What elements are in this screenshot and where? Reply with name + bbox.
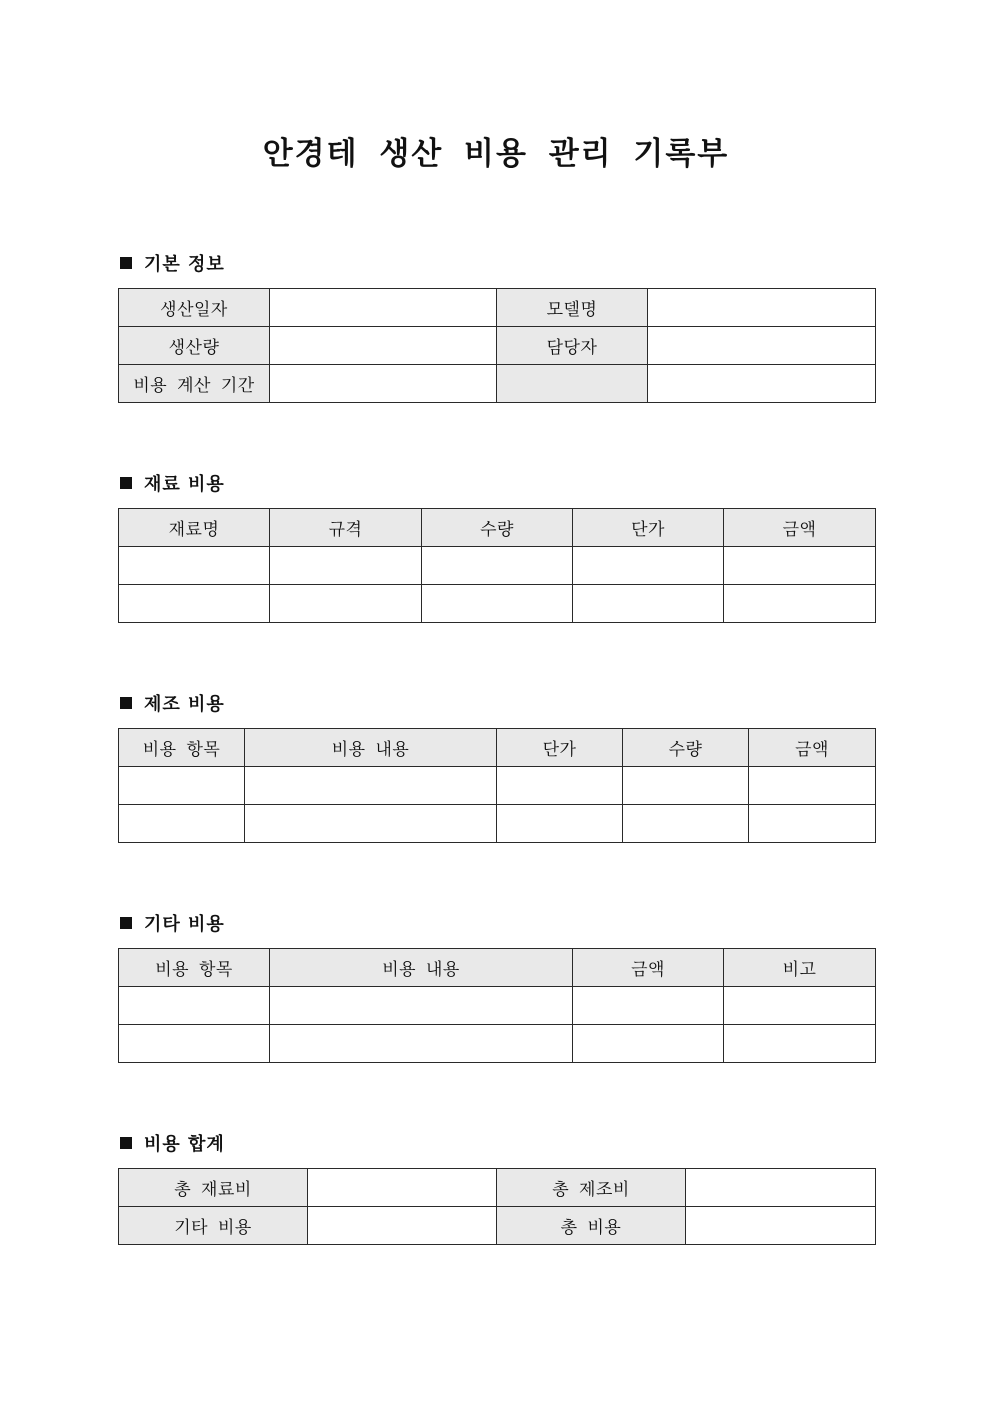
- table-cell[interactable]: [573, 547, 724, 585]
- table-row: [119, 1169, 876, 1207]
- grand-total-cost-field[interactable]: [686, 1207, 876, 1245]
- production-quantity-field[interactable]: [270, 327, 497, 365]
- model-name-label: 모델명: [497, 289, 648, 327]
- table-cell[interactable]: [119, 585, 270, 623]
- table-cell[interactable]: [422, 585, 573, 623]
- table-row: [119, 987, 876, 1025]
- table-cell[interactable]: [270, 547, 422, 585]
- table-row: [119, 1025, 876, 1063]
- black-square-icon: [120, 257, 132, 269]
- table-cell[interactable]: [270, 1025, 573, 1063]
- column-header: 비용 항목: [119, 729, 245, 767]
- column-header: 비용 내용: [270, 949, 573, 987]
- table-header-row: [119, 509, 876, 547]
- cost-total-section: [118, 1130, 875, 1245]
- table-row: [119, 767, 876, 805]
- manager-label: 담당자: [497, 327, 648, 365]
- table-cell[interactable]: [245, 805, 497, 843]
- other-cost-heading-text: 기타 비용: [144, 914, 225, 935]
- table-cell[interactable]: [119, 987, 270, 1025]
- column-header: 단가: [573, 509, 724, 547]
- table-row: [119, 547, 876, 585]
- table-cell[interactable]: [119, 547, 270, 585]
- basic-info-table: [118, 288, 876, 403]
- table-cell[interactable]: [573, 1025, 724, 1063]
- cost-total-table: [118, 1168, 876, 1245]
- table-cell[interactable]: [497, 767, 623, 805]
- table-row: [119, 1207, 876, 1245]
- table-header-row: [119, 949, 876, 987]
- table-cell[interactable]: [497, 805, 623, 843]
- column-header: 수량: [623, 729, 749, 767]
- production-quantity-label: 생산량: [119, 327, 270, 365]
- table-cell[interactable]: [724, 987, 876, 1025]
- other-cost-total-label: 기타 비용: [119, 1207, 308, 1245]
- material-cost-heading-text: 재료 비용: [144, 474, 225, 495]
- table-row: [119, 805, 876, 843]
- table-row: [119, 289, 876, 327]
- empty-label-cell: [497, 365, 648, 403]
- column-header: 규격: [270, 509, 422, 547]
- grand-total-cost-label: 총 비용: [497, 1207, 686, 1245]
- table-cell[interactable]: [119, 805, 245, 843]
- cost-period-label: 비용 계산 기간: [119, 365, 270, 403]
- table-cell[interactable]: [623, 767, 749, 805]
- basic-info-section: [118, 250, 875, 403]
- cost-total-heading-text: 비용 합계: [144, 1134, 225, 1155]
- column-header: 비용 항목: [119, 949, 270, 987]
- table-cell[interactable]: [724, 585, 876, 623]
- basic-info-heading: [120, 250, 875, 276]
- table-cell[interactable]: [749, 767, 876, 805]
- column-header: 금액: [749, 729, 876, 767]
- table-cell[interactable]: [623, 805, 749, 843]
- manufacturing-cost-heading: [120, 690, 875, 716]
- table-cell[interactable]: [422, 547, 573, 585]
- table-cell[interactable]: [270, 987, 573, 1025]
- column-header: 금액: [573, 949, 724, 987]
- table-row: [119, 365, 876, 403]
- manufacturing-cost-table: [118, 728, 876, 843]
- material-cost-section: [118, 470, 875, 623]
- other-cost-section: [118, 910, 875, 1063]
- total-manufacturing-cost-label: 총 제조비: [497, 1169, 686, 1207]
- table-cell[interactable]: [573, 585, 724, 623]
- black-square-icon: [120, 917, 132, 929]
- table-row: [119, 585, 876, 623]
- column-header: 단가: [497, 729, 623, 767]
- black-square-icon: [120, 1137, 132, 1149]
- other-cost-table: [118, 948, 876, 1063]
- table-cell[interactable]: [573, 987, 724, 1025]
- document-title: 안경테 생산 비용 관리 기록부: [262, 136, 730, 172]
- table-cell[interactable]: [724, 1025, 876, 1063]
- column-header: 금액: [724, 509, 876, 547]
- table-cell[interactable]: [119, 1025, 270, 1063]
- model-name-field[interactable]: [648, 289, 876, 327]
- table-cell[interactable]: [749, 805, 876, 843]
- other-cost-total-field[interactable]: [308, 1207, 497, 1245]
- table-cell[interactable]: [270, 585, 422, 623]
- table-header-row: [119, 729, 876, 767]
- total-manufacturing-cost-field[interactable]: [686, 1169, 876, 1207]
- black-square-icon: [120, 477, 132, 489]
- total-material-cost-field[interactable]: [308, 1169, 497, 1207]
- production-date-label: 생산일자: [119, 289, 270, 327]
- table-cell[interactable]: [119, 767, 245, 805]
- table-cell[interactable]: [724, 547, 876, 585]
- table-row: [119, 327, 876, 365]
- column-header: 수량: [422, 509, 573, 547]
- production-date-field[interactable]: [270, 289, 497, 327]
- manufacturing-cost-section: [118, 690, 875, 843]
- cost-period-field[interactable]: [270, 365, 497, 403]
- manufacturing-cost-heading-text: 제조 비용: [144, 694, 225, 715]
- column-header: 비고: [724, 949, 876, 987]
- other-cost-heading: [120, 910, 875, 936]
- material-cost-table: [118, 508, 876, 623]
- column-header: 비용 내용: [245, 729, 497, 767]
- total-material-cost-label: 총 재료비: [119, 1169, 308, 1207]
- table-cell[interactable]: [245, 767, 497, 805]
- manager-field[interactable]: [648, 327, 876, 365]
- cost-total-heading: [120, 1130, 875, 1156]
- material-cost-heading: [120, 470, 875, 496]
- column-header: 재료명: [119, 509, 270, 547]
- black-square-icon: [120, 697, 132, 709]
- empty-value-field[interactable]: [648, 365, 876, 403]
- basic-info-heading-text: 기본 정보: [144, 254, 225, 275]
